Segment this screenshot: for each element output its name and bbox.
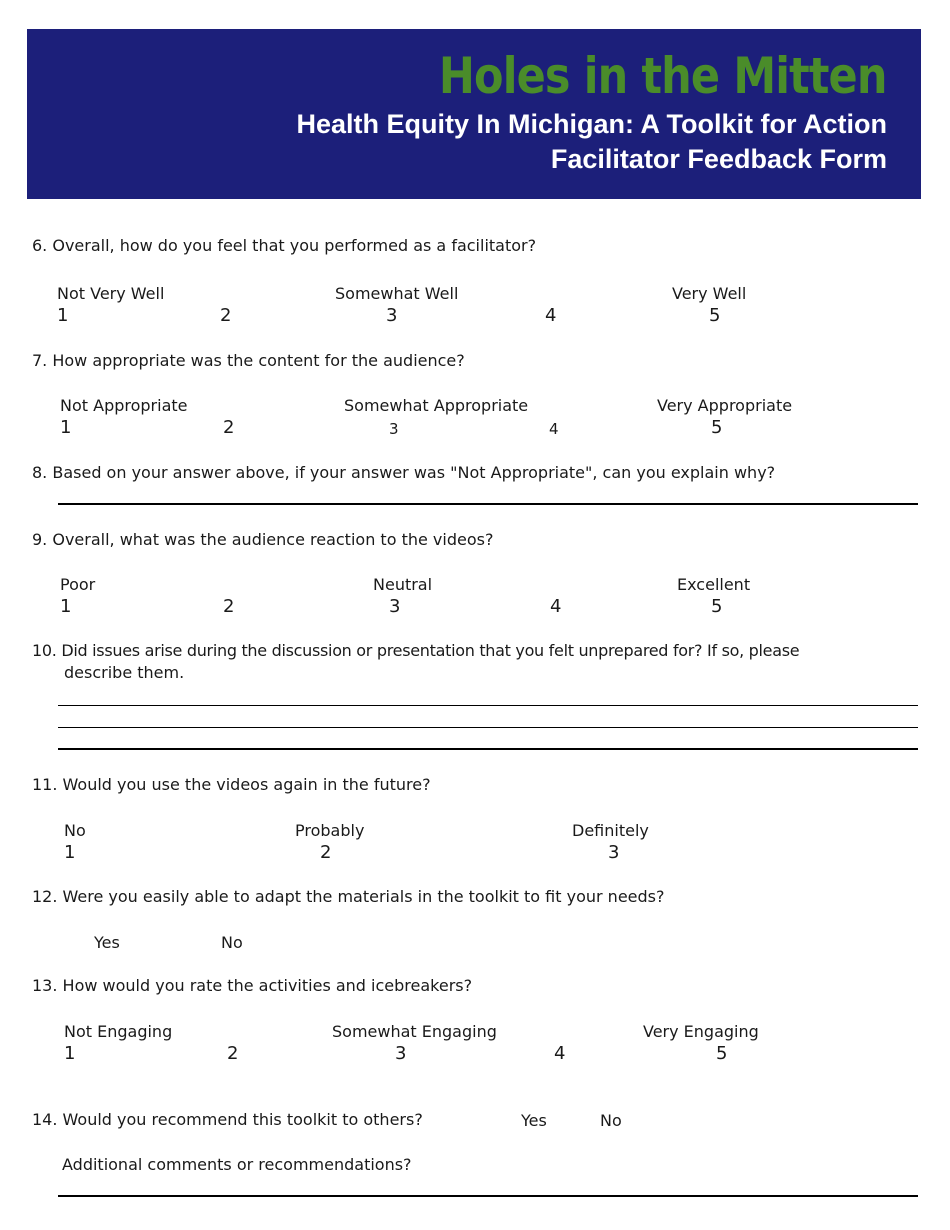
q13-option-1[interactable]: 1 — [64, 1043, 76, 1064]
q11-label-high: Definitely — [572, 821, 649, 840]
q7-option-5[interactable]: 5 — [711, 417, 723, 438]
q11-option-3[interactable]: 3 — [608, 842, 620, 863]
question-9: 9. Overall, what was the audience reaction to the videos? — [32, 530, 494, 549]
form-subtitle: Facilitator Feedback Form — [550, 144, 887, 174]
q13-option-3[interactable]: 3 — [395, 1043, 407, 1064]
q10-answer-line-1[interactable] — [58, 705, 918, 706]
q7-option-1[interactable]: 1 — [60, 417, 72, 438]
q13-option-5[interactable]: 5 — [716, 1043, 728, 1064]
q13-label-low: Not Engaging — [64, 1022, 173, 1041]
comments-answer-line[interactable] — [58, 1195, 918, 1197]
question-10-cont: describe them. — [64, 663, 185, 682]
q6-option-1[interactable]: 1 — [57, 305, 69, 326]
q14-option-no[interactable]: No — [600, 1111, 622, 1130]
q6-option-2[interactable]: 2 — [220, 305, 232, 326]
q6-label-low: Not Very Well — [57, 284, 165, 303]
q13-option-2[interactable]: 2 — [227, 1043, 239, 1064]
q10-answer-line-2[interactable] — [58, 727, 918, 728]
q9-option-5[interactable]: 5 — [711, 596, 723, 617]
question-7: 7. How appropriate was the content for the audience? — [32, 351, 465, 370]
question-8: 8. Based on your answer above, if your answer was "Not Appropriate", can you explain why? — [32, 463, 776, 482]
q13-option-4[interactable]: 4 — [554, 1043, 566, 1064]
q9-option-3[interactable]: 3 — [389, 596, 401, 617]
q13-label-high: Very Engaging — [643, 1022, 759, 1041]
q11-label-mid: Probably — [295, 821, 365, 840]
header-banner — [27, 29, 921, 199]
q6-option-3[interactable]: 3 — [386, 305, 398, 326]
question-12: 12. Were you easily able to adapt the materials in the toolkit to fit your needs? — [32, 887, 665, 906]
q8-answer-line[interactable] — [58, 503, 918, 505]
question-13: 13. How would you rate the activities and icebreakers? — [32, 976, 473, 995]
q6-option-5[interactable]: 5 — [709, 305, 721, 326]
question-14: 14. Would you recommend this toolkit to others? — [32, 1110, 423, 1129]
comments-prompt: Additional comments or recommendations? — [62, 1155, 412, 1174]
q7-option-2[interactable]: 2 — [223, 417, 235, 438]
form-title: Health Equity In Michigan: A Toolkit for Action — [296, 109, 887, 139]
q6-label-high: Very Well — [672, 284, 747, 303]
q7-label-high: Very Appropriate — [657, 396, 793, 415]
q10-answer-line-3[interactable] — [58, 748, 918, 750]
q9-option-1[interactable]: 1 — [60, 596, 72, 617]
q9-label-low: Poor — [60, 575, 96, 594]
q7-option-4[interactable]: 4 — [549, 420, 559, 438]
q9-label-high: Excellent — [677, 575, 751, 594]
question-6: 6. Overall, how do you feel that you performed as a facilitator? — [32, 236, 537, 255]
question-10: 10. Did issues arise during the discussion or presentation that you felt unprepared for? If so, please — [32, 641, 800, 660]
q14-option-yes[interactable]: Yes — [521, 1111, 547, 1130]
q9-option-2[interactable]: 2 — [223, 596, 235, 617]
q11-option-2[interactable]: 2 — [320, 842, 332, 863]
q7-label-mid: Somewhat Appropriate — [344, 396, 529, 415]
q6-option-4[interactable]: 4 — [545, 305, 557, 326]
q12-option-no[interactable]: No — [221, 933, 243, 952]
q13-label-mid: Somewhat Engaging — [332, 1022, 497, 1041]
q6-label-mid: Somewhat Well — [335, 284, 459, 303]
q9-option-4[interactable]: 4 — [550, 596, 562, 617]
q12-option-yes[interactable]: Yes — [94, 933, 120, 952]
q7-option-3[interactable]: 3 — [389, 420, 399, 438]
q7-label-low: Not Appropriate — [60, 396, 188, 415]
question-11: 11. Would you use the videos again in the future? — [32, 775, 431, 794]
brand-logo-text: Holes in the Mitten — [439, 47, 887, 105]
q11-option-1[interactable]: 1 — [64, 842, 76, 863]
q9-label-mid: Neutral — [373, 575, 433, 594]
q11-label-low: No — [64, 821, 86, 840]
